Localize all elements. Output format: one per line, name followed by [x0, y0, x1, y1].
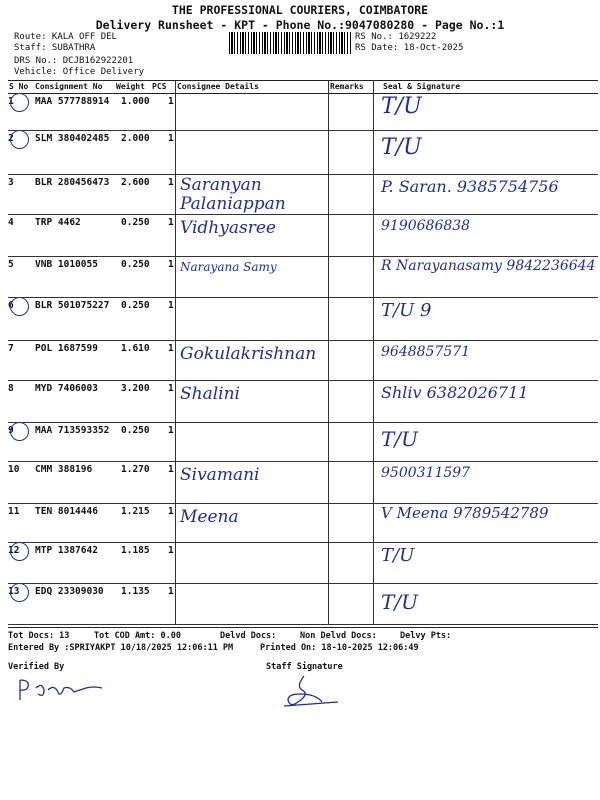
verified-by-label: Verified By: [8, 662, 65, 672]
consignment-number: TRP 4462: [35, 217, 81, 228]
seal-signature-handwriting: 9190686838: [381, 218, 471, 234]
weight: 1.610: [121, 343, 150, 354]
staff-label: Staff: SUBATHRA: [14, 43, 96, 53]
seal-signature-handwriting: T/U 9: [381, 300, 432, 321]
consignment-number: MAA 577788914: [35, 96, 110, 107]
col-weight: Weight: [116, 82, 145, 91]
vehicle-label: Vehicle: Office Delivery: [14, 67, 145, 77]
table-row: [8, 422, 598, 462]
consignment-number: MYD 7406003: [35, 383, 98, 394]
consignment-number: EDQ 23309030: [35, 586, 104, 597]
pieces: 1: [168, 343, 174, 354]
table-row: [8, 297, 598, 341]
pieces: 1: [168, 425, 174, 436]
seal-signature-handwriting: R Narayanasamy 9842236644: [381, 258, 596, 274]
serial-number: 3: [8, 177, 14, 188]
serial-number: 11: [8, 506, 20, 517]
consignee-handwriting: Vidhyasree: [180, 218, 276, 238]
consignment-number: BLR 280456473: [35, 177, 110, 188]
serial-number: 2: [8, 133, 14, 144]
weight: 0.250: [121, 217, 150, 228]
weight: 0.250: [121, 425, 150, 436]
serial-number: 8: [8, 383, 14, 394]
table-row: [8, 340, 598, 381]
seal-signature-handwriting: V Meena 9789542789: [381, 504, 549, 522]
consignment-number: MTP 1387642: [35, 545, 98, 556]
pieces: 1: [168, 506, 174, 517]
consignee-handwriting: Gokulakrishnan: [180, 344, 317, 364]
col-remarks: Remarks: [330, 82, 364, 91]
entered-by: Entered By :SPRIYAKPT 10/18/2025 12:06:11 PM: [8, 643, 234, 653]
consignment-number: SLM 380402485: [35, 133, 110, 144]
weight: 2.600: [121, 177, 150, 188]
pieces: 1: [168, 259, 174, 270]
consignment-number: MAA 713593352: [35, 425, 110, 436]
circle-mark-icon: [10, 93, 29, 112]
seal-signature-handwriting: 9648857571: [381, 344, 471, 360]
weight: 1.270: [121, 464, 150, 475]
seal-signature-handwriting: T/U: [381, 590, 418, 614]
serial-number: 5: [8, 259, 14, 270]
col-sno: S No: [9, 82, 29, 91]
circle-mark-icon: [10, 542, 29, 561]
circle-mark-icon: [10, 422, 29, 441]
non-delivered-docs: Non Delvd Docs:: [300, 631, 377, 641]
pieces: 1: [168, 586, 174, 597]
consignment-number: VNB 1010055: [35, 259, 98, 270]
pieces: 1: [168, 300, 174, 311]
col-consignee: Consignee Details: [177, 82, 259, 91]
weight: 1.215: [121, 506, 150, 517]
runsheet-subtitle: Delivery Runsheet - KPT - Phone No.:9047080280 - Page No.:1: [95, 18, 505, 32]
pieces: 1: [168, 545, 174, 556]
circle-mark-icon: [10, 583, 29, 602]
consignment-number: BLR 501075227: [35, 300, 110, 311]
serial-number: 13: [8, 586, 20, 597]
consignment-number: CMM 388196: [35, 464, 93, 475]
table-header: [8, 80, 598, 94]
rs-date: RS Date: 18-Oct-2025: [355, 43, 464, 53]
delivered-docs: Delvd Docs:: [220, 631, 277, 641]
pieces: 1: [168, 383, 174, 394]
consignment-number: TEN 8014446: [35, 506, 98, 517]
seal-signature-handwriting: T/U: [381, 94, 422, 119]
total-cod: Tot COD Amt: 0.00: [94, 631, 181, 641]
weight: 2.000: [121, 133, 150, 144]
col-consignment: Consignment No: [35, 82, 103, 91]
col-pcs: PCS: [152, 82, 167, 91]
serial-number: 6: [8, 300, 14, 311]
pieces: 1: [168, 133, 174, 144]
barcode: [229, 32, 352, 54]
table-row: [8, 583, 598, 625]
consignee-handwriting: Meena: [180, 507, 239, 527]
total-docs: Tot Docs: 13: [8, 631, 70, 641]
table-row: [8, 214, 598, 257]
serial-number: 1: [8, 96, 14, 107]
printed-on: Printed On: 18-10-2025 12:06:49: [260, 643, 419, 653]
serial-number: 7: [8, 343, 14, 354]
seal-signature-handwriting: P. Saran. 9385754756: [381, 177, 559, 196]
staff-signature: [276, 672, 346, 712]
circle-mark-icon: [10, 130, 29, 149]
col-seal: Seal & Signature: [383, 82, 461, 91]
consignee-handwriting: Sivamani: [180, 465, 260, 485]
pieces: 1: [168, 177, 174, 188]
pieces: 1: [168, 464, 174, 475]
footer-divider: [8, 627, 598, 628]
consignee-handwriting: Saranyan Palaniappan: [180, 175, 286, 214]
consignment-number: POL 1687599: [35, 343, 98, 354]
table-row: [8, 93, 598, 131]
pieces: 1: [168, 217, 174, 228]
circle-mark-icon: [10, 297, 29, 316]
table-row: [8, 380, 598, 423]
weight: 3.200: [121, 383, 150, 394]
weight: 0.250: [121, 300, 150, 311]
company-title: THE PROFESSIONAL COURIERS, COIMBATORE: [171, 3, 429, 17]
route-label: Route: KALA OFF DEL: [14, 32, 117, 42]
seal-signature-handwriting: 9500311597: [381, 465, 471, 481]
serial-number: 10: [8, 464, 20, 475]
weight: 1.135: [121, 586, 150, 597]
table-row: [8, 256, 598, 298]
table-row: [8, 503, 598, 543]
seal-signature-handwriting: T/U: [381, 135, 422, 160]
serial-number: 9: [8, 425, 14, 436]
drs-number: DRS No.: DCJB162922201: [14, 56, 134, 66]
weight: 1.185: [121, 545, 150, 556]
staff-signature-label: Staff Signature: [266, 662, 343, 672]
verifier-signature: [14, 676, 114, 706]
weight: 1.000: [121, 96, 150, 107]
weight: 0.250: [121, 259, 150, 270]
seal-signature-handwriting: T/U: [381, 427, 418, 451]
table-row: [8, 542, 598, 584]
table-row: [8, 461, 598, 504]
serial-number: 12: [8, 545, 20, 556]
delivery-points: Delvy Pts:: [400, 631, 452, 641]
pieces: 1: [168, 96, 174, 107]
consignee-handwriting: Shalini: [180, 384, 240, 404]
seal-signature-handwriting: Shliv 6382026711: [381, 383, 529, 402]
serial-number: 4: [8, 217, 14, 228]
rs-number: RS No.: 1629222: [355, 32, 437, 42]
table-row: [8, 130, 598, 175]
consignee-handwriting: Narayana Samy: [180, 260, 277, 274]
table-row: [8, 174, 598, 215]
seal-signature-handwriting: T/U: [381, 545, 415, 566]
